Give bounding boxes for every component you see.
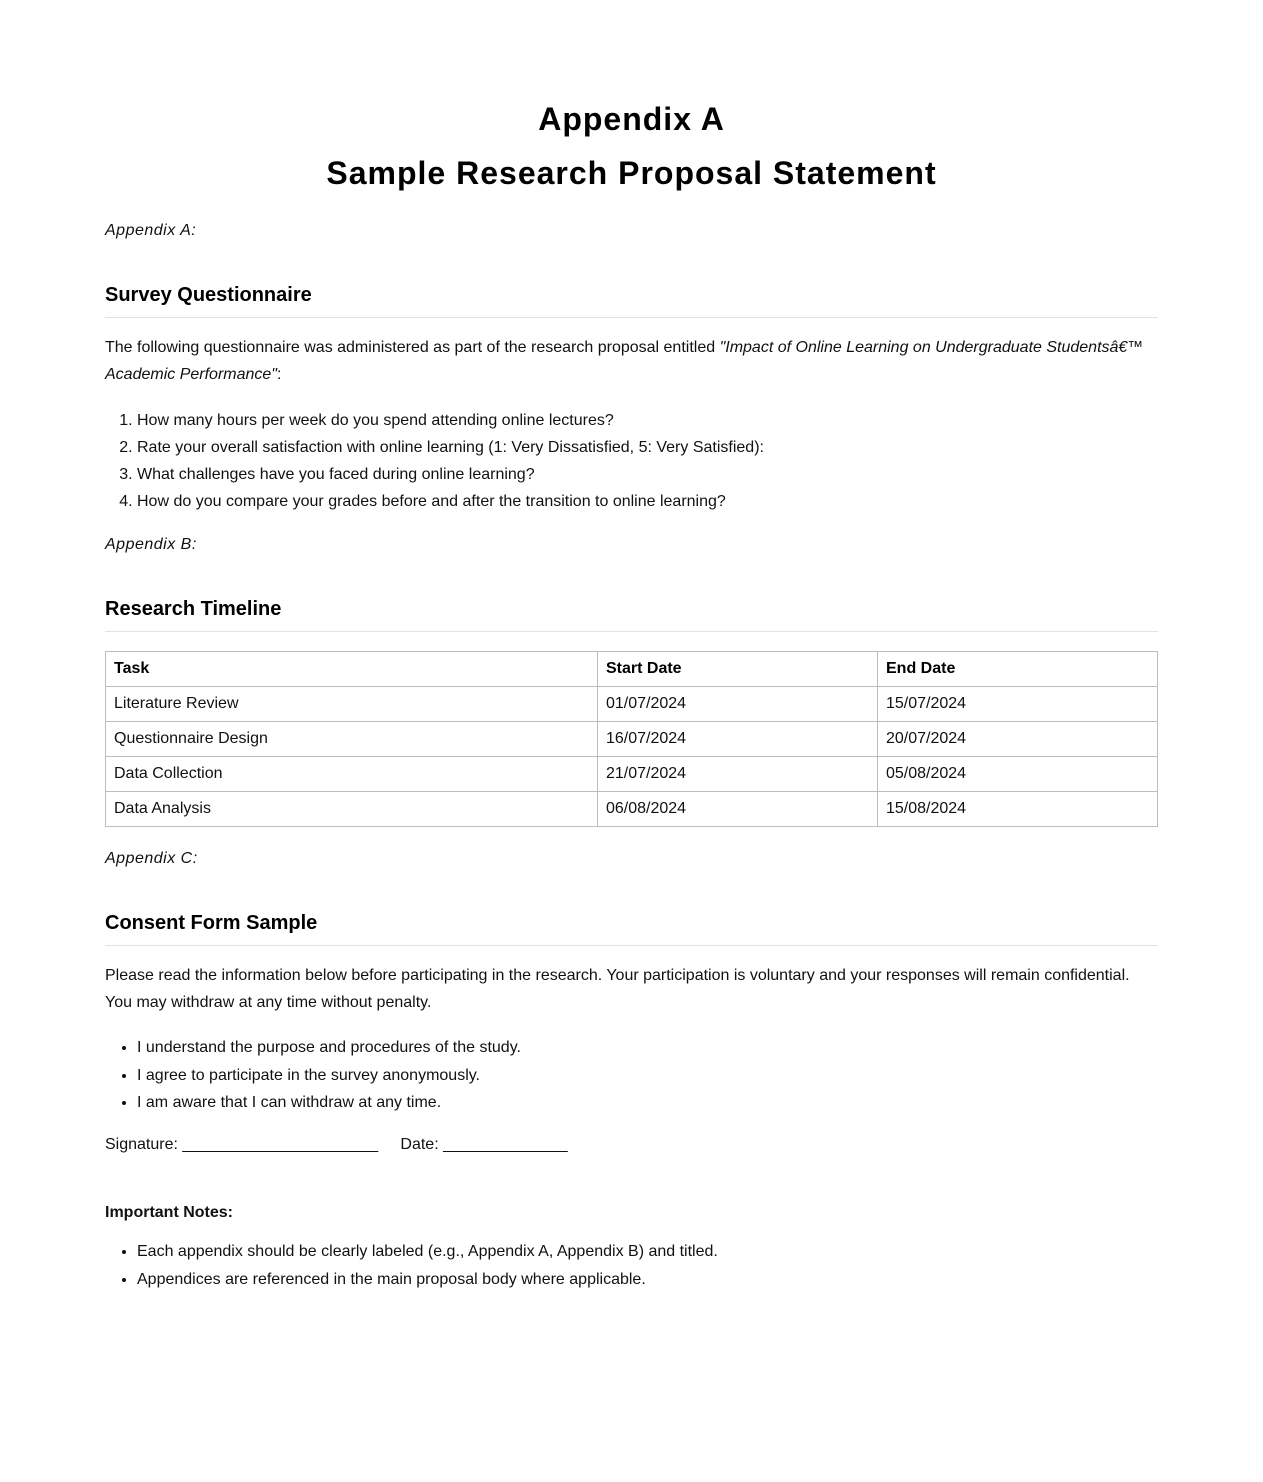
end-date-cell: 15/08/2024 (878, 792, 1158, 827)
question-item: 2. Rate your overall satisfaction with online learning (1: Very Dissatisfied, 5: Very Satisfied): (137, 434, 764, 461)
section-divider (105, 317, 1158, 318)
end-date-cell: 20/07/2024 (878, 722, 1158, 757)
task-cell: Questionnaire Design (106, 722, 598, 757)
questionnaire-list (105, 407, 764, 515)
end-date-cell: 15/07/2024 (878, 687, 1158, 722)
signature-label: Signature: (105, 1136, 178, 1153)
task-cell: Literature Review (106, 687, 598, 722)
table-row (106, 722, 1158, 757)
consent-statement: • I understand the purpose and procedures of the study. (137, 1034, 521, 1062)
document-subtitle: Sample Research Proposal Statement (326, 155, 937, 191)
end-date-cell: 05/08/2024 (878, 757, 1158, 792)
start-date-cell: 21/07/2024 (598, 757, 878, 792)
consent-statements-list (105, 1034, 521, 1117)
note-item: • Each appendix should be clearly labeled (e.g., Appendix A, Appendix B) and titled. (137, 1238, 718, 1266)
table-row (106, 687, 1158, 722)
survey-questionnaire-heading: Survey Questionnaire (105, 284, 312, 306)
question-item: 4. How do you compare your grades before and after the transition to online learning? (137, 488, 764, 515)
column-header-start-date: Start Date (598, 652, 878, 687)
section-divider (105, 631, 1158, 632)
task-cell: Data Collection (106, 757, 598, 792)
document-title: Appendix A (538, 101, 725, 137)
question-item: 3. What challenges have you faced during online learning? (137, 461, 764, 488)
date-label: Date: (400, 1136, 439, 1153)
consent-statement: • I am aware that I can withdraw at any time. (137, 1089, 521, 1117)
appendix-c-label: Appendix C: (105, 850, 198, 867)
question-item: 1. How many hours per week do you spend attending online lectures? (137, 407, 764, 434)
signature-blank[interactable]: ______________________ (182, 1136, 379, 1153)
table-header-row (106, 652, 1158, 687)
timeline-table (105, 651, 1158, 827)
questionnaire-intro (105, 334, 1158, 388)
start-date-cell: 06/08/2024 (598, 792, 878, 827)
important-notes-list (105, 1238, 718, 1293)
proposal-title: "Impact of Online Learning on Undergraduate Studentsâ€™ Academic Performance" (105, 339, 1144, 383)
date-blank[interactable]: ______________ (443, 1136, 568, 1153)
intro-text: The following questionnaire was administered as part of the research proposal entitled (105, 339, 720, 356)
consent-statement: • I agree to participate in the survey anonymously. (137, 1062, 521, 1090)
task-cell: Data Analysis (106, 792, 598, 827)
signature-line (105, 1135, 568, 1155)
important-notes-title: Important Notes: (105, 1204, 233, 1221)
section-divider (105, 945, 1158, 946)
research-timeline-heading: Research Timeline (105, 598, 282, 620)
appendix-a-label: Appendix A: (105, 222, 197, 239)
start-date-cell: 16/07/2024 (598, 722, 878, 757)
column-header-task: Task (106, 652, 598, 687)
appendix-b-label: Appendix B: (105, 536, 197, 553)
column-header-end-date: End Date (878, 652, 1158, 687)
note-item: • Appendices are referenced in the main proposal body where applicable. (137, 1266, 718, 1294)
consent-intro: Please read the information below before participating in the research. Your participation is voluntary and your responses will remain confidential. You may withdraw at any time without penalty. (105, 967, 1130, 1011)
intro-end: : (276, 366, 282, 383)
consent-form-heading: Consent Form Sample (105, 912, 318, 934)
table-row (106, 757, 1158, 792)
table-row (106, 792, 1158, 827)
start-date-cell: 01/07/2024 (598, 687, 878, 722)
